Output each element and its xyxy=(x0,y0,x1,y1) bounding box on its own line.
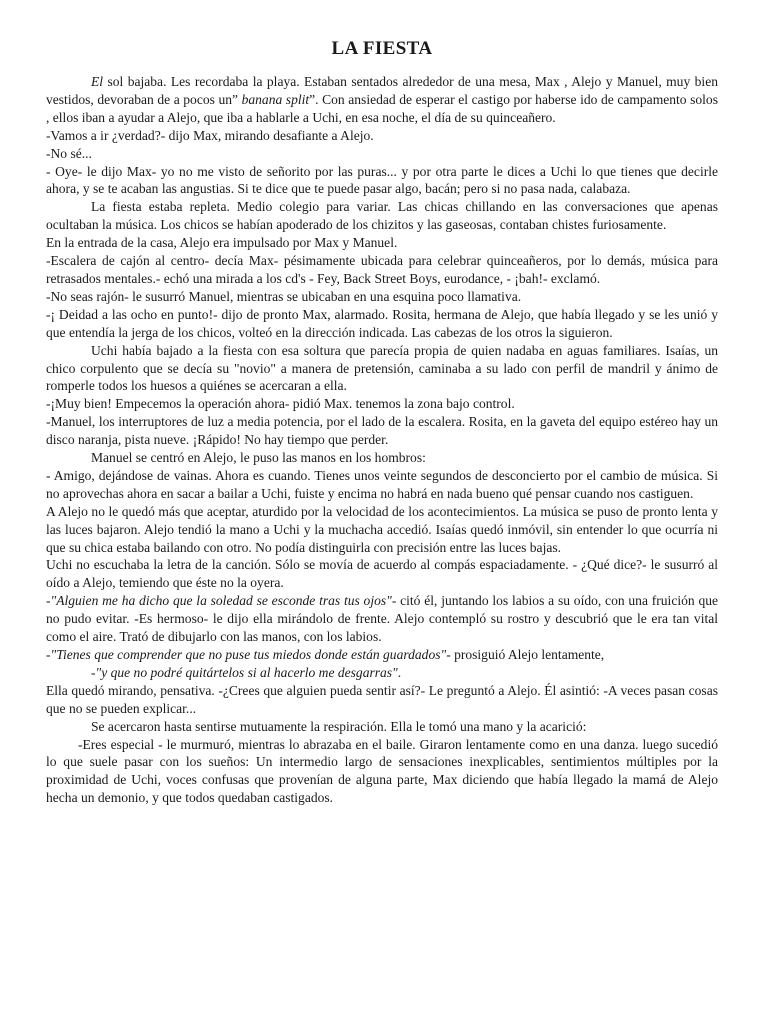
paragraph-20: Ella quedó mirando, pensativa. -¿Crees que alguien pueda sentir así?- Le preguntó a Alejo. Él asintió: -A veces pasan cosas que no se pueden explicar... xyxy=(46,682,718,716)
song-lyric-1: "Alguien me ha dicho que la soledad se esconde tras tus ojos" xyxy=(50,593,392,609)
banana-split-italic: banana split xyxy=(241,91,310,107)
paragraph-8: -No seas rajón- le susurró Manuel, mientras se ubicaban en una esquina poco llamativa. xyxy=(46,288,522,304)
song-lyric-2: "Tienes que comprender que no puse tus miedos donde están guardados" xyxy=(50,647,447,662)
paragraph-6: En la entrada de la casa, Alejo era impulsado por Max y Manuel. xyxy=(46,235,398,251)
paragraph-21: Se acercaron hasta sentirse mutuamente la respiración. Ella le tomó una mano y la acarició: xyxy=(91,718,587,734)
paragraph-22: -Eres especial - le murmuró, mientras lo abrazaba en el baile. Giraron lentamente como en una danza. luego sucedió lo que suele pasar con los sueños: Un intermedio largo de sensaciones inexplicables, sentimientos múltiples por la proximidad de Uchi, voces confusas que provenían de alguna parte, Max diciendo que había llegado la mamá de Alejo hecha un demonio, y que todos quedaban castigados. xyxy=(46,736,718,806)
paragraph-1-opening-italic: El xyxy=(91,74,104,89)
song-lyric-3: -"y que no podré quitártelos si al hacerlo me desgarras" xyxy=(91,664,398,680)
paragraph-12: -Manuel, los interruptores de luz a media potencia, por el lado de la escalera. Rosita, en la gaveta del equipo estéreo hay un disco naranja, pista nueve. ¡Rápido! No hay tiempo que perder. xyxy=(46,414,718,448)
paragraph-7: -Escalera de cajón al centro- decía Max- pésimamente ubicada para celebrar quinceañeros, por lo demás, música para retrasados mentales.- echó una mirada a los cd's - Fey, Back Street Boys, eurodance, - ¡bah!- exclamó. xyxy=(46,253,718,286)
paragraph-18: -"Tienes que comprender que no puse tus miedos donde están guardados"- prosiguió Alejo lentamente, xyxy=(46,647,605,662)
paragraph-10: Uchi había bajado a la fiesta con esa soltura que parecía propia de quien nadaba en aguas familiares. Isaías, un chico corpulento que se decía su "novio" a manera de pretensión, caminaba a su lado con perfil de mandril y ánimo de romperle todos los huesos a quiénes se acercaran a ella. xyxy=(46,342,718,394)
paragraph-16: Uchi no escuchaba la letra de la canción. Sólo se movía de acuerdo al compás espaciadamente. - ¿Qué dice?- le susurró al oído a Alejo, temiendo que éste no la oyera. xyxy=(46,557,718,591)
paragraph-5: La fiesta estaba repleta. Medio colegio para variar. Las chicas chillando en las conversaciones que apenas ocultaban la música. Los chicos se habían apoderado de los chizitos y las gaseosas, contaban chistes furiosamente. xyxy=(46,199,718,233)
paragraph-2: -Vamos a ir ¿verdad?- dijo Max, mirando desafiante a Alejo. xyxy=(46,127,374,143)
paragraph-3: -No sé... xyxy=(46,145,92,161)
story-title: LA FIESTA xyxy=(331,38,433,59)
paragraph-11: -¡Muy bien! Empecemos la operación ahora- pidió Max. tenemos la zona bajo control. xyxy=(46,396,515,412)
paragraph-13: Manuel se centró en Alejo, le puso las manos en los hombros: xyxy=(91,450,426,466)
paragraph-17: -"Alguien me ha dicho que la soledad se esconde tras tus ojos"- citó él, juntando los labios a su oído, con una fruición que no pudo evitar. -Es hermoso- le dijo ella mirándolo de frente. Alejo contempló su rostro y descubrió que le era tan vital como el aire. Trató de dibujarlo con las manos, con los labios. xyxy=(46,593,718,645)
paragraph-14: - Amigo, dejándose de vainas. Ahora es cuando. Tienes unos veinte segundos de desconcierto por el cambio de música. Si no aprovechas ahora en sacar a bailar a Uchi, fuiste y encima no habrá en nada bueno qué pensar cuando nos castiguen. xyxy=(46,467,718,501)
paragraph-9: -¡ Deidad a las ocho en punto!- dijo de pronto Max, alarmado. Rosita, hermana de Alejo, que había llegado y se les unió y que entendía la jerga de los chicos, volteó en la dirección indicada. Las cabezas de los otros la siguieron. xyxy=(46,306,718,340)
story-body xyxy=(46,73,718,807)
paragraph-1: El sol bajaba. Les recordaba la playa. Estaban sentados alrededor de una mesa, Max , Alejo y Manuel, muy bien vestidos, devoraban de a pocos un” banana split”. Con ansiedad de esperar el castigo por haberse ido de campamento solos , ellos iban a ayudar a Alejo, que iba a hablarle a Uchi, en esa noche, el día de su quinceañero. xyxy=(46,74,718,125)
paragraph-19: -"y que no podré quitártelos si al hacerlo me desgarras". xyxy=(91,664,402,680)
paragraph-4: - Oye- le dijo Max- yo no me visto de señorito por las puras... y por otra parte le dices a Uchi lo que tienes que decirle ahora, y se te acaban las angustias. Si te dice que te puede pasar algo, bacán; pero si no pasa nada, calabaza. xyxy=(46,163,718,197)
paragraph-15: A Alejo no le quedó más que aceptar, aturdido por la velocidad de los acontecimientos. La música se puso de pronto lenta y las luces bajaron. Alejo tendió la mano a Uchi y la muchacha accedió. Isaías quedó inmóvil, sin entender lo que ocurría ni que su chica estaba bailando con otro. No podía distinguirla con precisión entre las luces bajas. xyxy=(46,503,718,555)
